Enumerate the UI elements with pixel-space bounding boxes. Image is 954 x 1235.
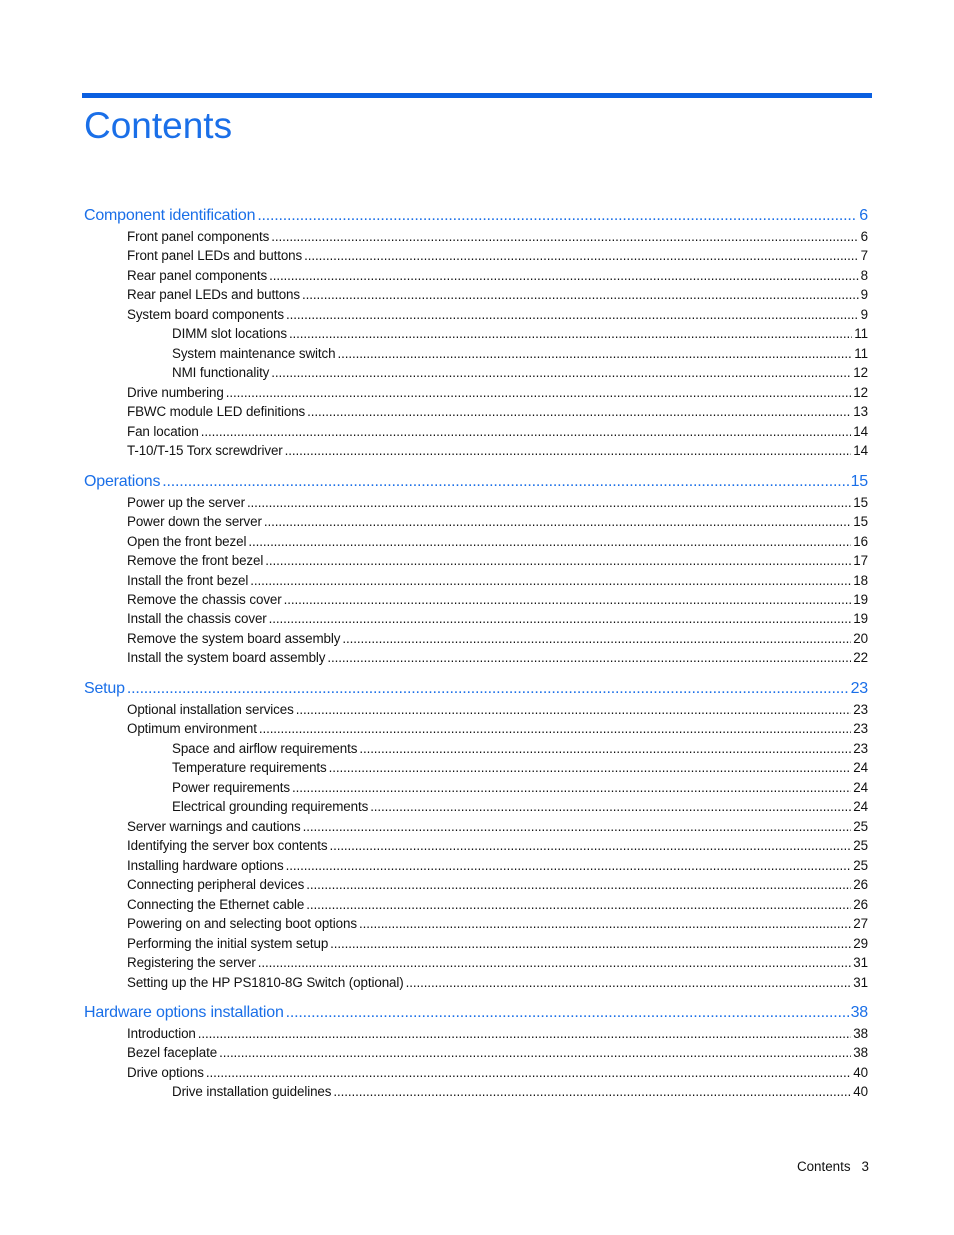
toc-section[interactable] (127, 1065, 868, 1080)
toc-entry-page: 26 (853, 897, 868, 912)
toc-entry-page: 24 (853, 799, 868, 814)
dot-leader (271, 365, 851, 380)
dot-leader (307, 404, 851, 419)
toc-entry-title: Optimum environment (127, 721, 257, 736)
dot-leader (265, 553, 851, 568)
toc-entry-title: FBWC module LED definitions (127, 404, 306, 419)
toc-entry-page: 25 (853, 858, 868, 873)
dot-leader (286, 307, 859, 322)
dot-leader (257, 207, 857, 225)
toc-section[interactable] (127, 534, 868, 549)
toc-entry-page: 23 (853, 721, 868, 736)
toc-entry-page: 9 (860, 287, 868, 302)
toc-entry-page: 14 (853, 424, 868, 439)
toc-entry-page: 14 (853, 443, 868, 458)
toc-entry-title: Installing hardware options (127, 858, 284, 873)
toc-entry-title: Electrical grounding requirements (172, 799, 369, 814)
toc-entry-title: System maintenance switch (172, 346, 336, 361)
toc-section[interactable] (127, 819, 868, 834)
toc-entry-page: 18 (853, 573, 868, 588)
toc-entry-title: Hardware options installation (84, 1004, 284, 1021)
toc-entry-page: 24 (853, 780, 868, 795)
toc-entry-page: 25 (853, 838, 868, 853)
toc-section[interactable] (127, 838, 868, 853)
toc-entry-page: 6 (860, 229, 868, 244)
toc-section[interactable] (127, 229, 868, 244)
dot-leader (269, 611, 852, 626)
toc-entry-page: 9 (860, 307, 868, 322)
toc-entry-title: Remove the system board assembly (127, 631, 341, 646)
toc-entry-title: Performing the initial system setup (127, 936, 329, 951)
toc-entry-title: Fan location (127, 424, 199, 439)
toc-entry-title: Server warnings and cautions (127, 819, 301, 834)
toc-entry-title: Install the system board assembly (127, 650, 326, 665)
toc-entry-title: DIMM slot locations (172, 326, 287, 341)
toc-subsection[interactable] (172, 326, 868, 341)
toc-entry-page: 31 (853, 975, 868, 990)
toc-subsection[interactable] (172, 799, 868, 814)
toc-section[interactable] (127, 721, 868, 736)
toc-section[interactable] (127, 385, 868, 400)
toc-entry-title: Space and airflow requirements (172, 741, 358, 756)
toc-entry-title: Open the front bezel (127, 534, 247, 549)
toc-entry-title: Drive numbering (127, 385, 224, 400)
dot-leader (248, 534, 851, 549)
toc-section[interactable] (127, 424, 868, 439)
toc-entry-title: Connecting the Ethernet cable (127, 897, 305, 912)
dot-leader (226, 385, 852, 400)
toc-entry-page: 8 (860, 268, 868, 283)
toc-section[interactable] (127, 858, 868, 873)
toc-entry-title: Install the front bezel (127, 573, 249, 588)
dot-leader (329, 760, 852, 775)
toc-entry-page: 38 (853, 1026, 868, 1041)
dot-leader (198, 1026, 852, 1041)
toc-entry-title: Connecting peripheral devices (127, 877, 305, 892)
dot-leader (330, 936, 851, 951)
dot-leader (286, 858, 852, 873)
toc-entry-page: 22 (853, 650, 868, 665)
dot-leader (127, 680, 849, 698)
toc-entry-page: 23 (850, 680, 868, 697)
toc-entry-page: 25 (853, 819, 868, 834)
dot-leader (285, 443, 852, 458)
dot-leader (304, 248, 859, 263)
toc-entry-title: Power up the server (127, 495, 245, 510)
toc-entry-title: Power requirements (172, 780, 291, 795)
toc-section[interactable] (127, 1026, 868, 1041)
toc-entry-title: Setting up the HP PS1810-8G Switch (optional) (127, 975, 404, 990)
dot-leader (284, 592, 852, 607)
toc-entry-page: 19 (853, 592, 868, 607)
toc-section[interactable] (127, 248, 868, 263)
toc-entry-title: Component identification (84, 207, 256, 224)
toc-subsection[interactable] (172, 741, 868, 756)
toc-entry-title: Front panel components (127, 229, 270, 244)
dot-leader (359, 916, 851, 931)
toc-section[interactable] (127, 897, 868, 912)
toc-entry-page: 16 (853, 534, 868, 549)
toc-entry-page: 15 (853, 495, 868, 510)
dot-leader (162, 473, 848, 491)
toc-section[interactable] (127, 592, 868, 607)
toc-entry-page: 27 (853, 916, 868, 931)
toc-subsection[interactable] (172, 1084, 868, 1099)
toc-entry-page: 19 (853, 611, 868, 626)
toc-section[interactable] (127, 631, 868, 646)
toc-entry-page: 38 (853, 1045, 868, 1060)
toc-section[interactable] (127, 975, 868, 990)
toc-section[interactable] (127, 611, 868, 626)
dot-leader (303, 819, 852, 834)
toc-section[interactable] (127, 443, 868, 458)
page-footer (797, 1159, 869, 1174)
toc-entry-title: Registering the server (127, 955, 256, 970)
footer-label: Contents (796, 1159, 851, 1174)
toc-section[interactable] (127, 573, 868, 588)
toc-entry-page: 24 (853, 760, 868, 775)
toc-section[interactable] (127, 553, 868, 568)
toc-entry-title: NMI functionality (172, 365, 270, 380)
toc-entry-page: 20 (853, 631, 868, 646)
toc-chapter[interactable] (84, 680, 868, 698)
toc-entry-title: Front panel LEDs and buttons (127, 248, 303, 263)
toc-entry-title: Setup (84, 680, 125, 697)
dot-leader (250, 573, 851, 588)
dot-leader (289, 326, 852, 341)
toc-section[interactable] (127, 916, 868, 931)
dot-leader (306, 877, 851, 892)
toc-subsection[interactable] (172, 346, 868, 361)
toc-entry-title: Operations (84, 473, 161, 490)
toc-section[interactable] (127, 495, 868, 510)
toc-entry-title: System board components (127, 307, 284, 322)
toc-subsection[interactable] (172, 780, 868, 795)
toc-section[interactable] (127, 1045, 868, 1060)
toc-entry-title: Bezel faceplate (127, 1045, 218, 1060)
toc-subsection[interactable] (172, 365, 868, 380)
toc-subsection[interactable] (172, 760, 868, 775)
dot-leader (302, 287, 859, 302)
toc-section[interactable] (127, 936, 868, 951)
toc-entry-page: 29 (853, 936, 868, 951)
toc-chapter[interactable] (84, 1004, 868, 1022)
toc-entry-title: T-10/T-15 Torx screwdriver (127, 443, 283, 458)
toc-section[interactable] (127, 268, 868, 283)
toc-entry-title: Introduction (127, 1026, 196, 1041)
dot-leader (269, 268, 859, 283)
dot-leader (337, 346, 852, 361)
dot-leader (406, 975, 852, 990)
toc-entry-page: 38 (850, 1004, 868, 1021)
toc-entry-page: 40 (853, 1084, 868, 1099)
toc-entry-title: Remove the chassis cover (127, 592, 282, 607)
toc-entry-title: Powering on and selecting boot options (127, 916, 357, 931)
dot-leader (258, 955, 852, 970)
footer-page-number: 3 (861, 1159, 869, 1174)
toc-entry-page: 15 (850, 473, 868, 490)
toc-entry-title: Drive installation guidelines (172, 1084, 332, 1099)
dot-leader (219, 1045, 851, 1060)
toc-section[interactable] (127, 307, 868, 322)
toc-chapter[interactable] (84, 207, 868, 225)
toc-entry-title: Rear panel LEDs and buttons (127, 287, 300, 302)
toc-section[interactable] (127, 287, 868, 302)
toc-section[interactable] (127, 702, 868, 717)
toc-entry-page: 12 (853, 365, 868, 380)
toc-entry-title: Temperature requirements (172, 760, 327, 775)
toc-entry-page: 7 (860, 248, 868, 263)
toc-entry-title: Remove the front bezel (127, 553, 264, 568)
dot-leader (342, 631, 851, 646)
page-title: Contents (84, 105, 233, 146)
dot-leader (247, 495, 851, 510)
dot-leader (286, 1004, 849, 1022)
dot-leader (201, 424, 852, 439)
toc-section[interactable] (127, 650, 868, 665)
dot-leader (359, 741, 851, 756)
toc-section[interactable] (127, 955, 868, 970)
dot-leader (306, 897, 851, 912)
toc-entry-page: 12 (853, 385, 868, 400)
dot-leader (327, 650, 851, 665)
dot-leader (333, 1084, 851, 1099)
toc-entry-page: 40 (853, 1065, 868, 1080)
toc-entry-page: 26 (853, 877, 868, 892)
toc-entry-page: 31 (853, 955, 868, 970)
toc-entry-page: 23 (853, 702, 868, 717)
toc-entry-title: Identifying the server box contents (127, 838, 328, 853)
toc-entry-title: Rear panel components (127, 268, 268, 283)
toc-section[interactable] (127, 404, 868, 419)
dot-leader (370, 799, 851, 814)
dot-leader (271, 229, 858, 244)
toc-entry-page: 6 (859, 207, 868, 224)
toc-entry-page: 17 (853, 553, 868, 568)
dot-leader (259, 721, 851, 736)
toc-section[interactable] (127, 877, 868, 892)
toc-entry-title: Install the chassis cover (127, 611, 267, 626)
toc-entry-page: 13 (853, 404, 868, 419)
dot-leader (329, 838, 851, 853)
toc-entry-page: 23 (853, 741, 868, 756)
toc-chapter[interactable] (84, 473, 868, 491)
dot-leader (264, 514, 851, 529)
toc-section[interactable] (127, 514, 868, 529)
dot-leader (206, 1065, 851, 1080)
title-rule (82, 93, 872, 98)
toc-entry-title: Power down the server (127, 514, 262, 529)
toc-entry-page: 11 (854, 326, 868, 341)
dot-leader (292, 780, 851, 795)
toc-entry-page: 15 (853, 514, 868, 529)
toc-entry-title: Optional installation services (127, 702, 294, 717)
dot-leader (296, 702, 852, 717)
toc-entry-page: 11 (854, 346, 868, 361)
toc-entry-title: Drive options (127, 1065, 204, 1080)
